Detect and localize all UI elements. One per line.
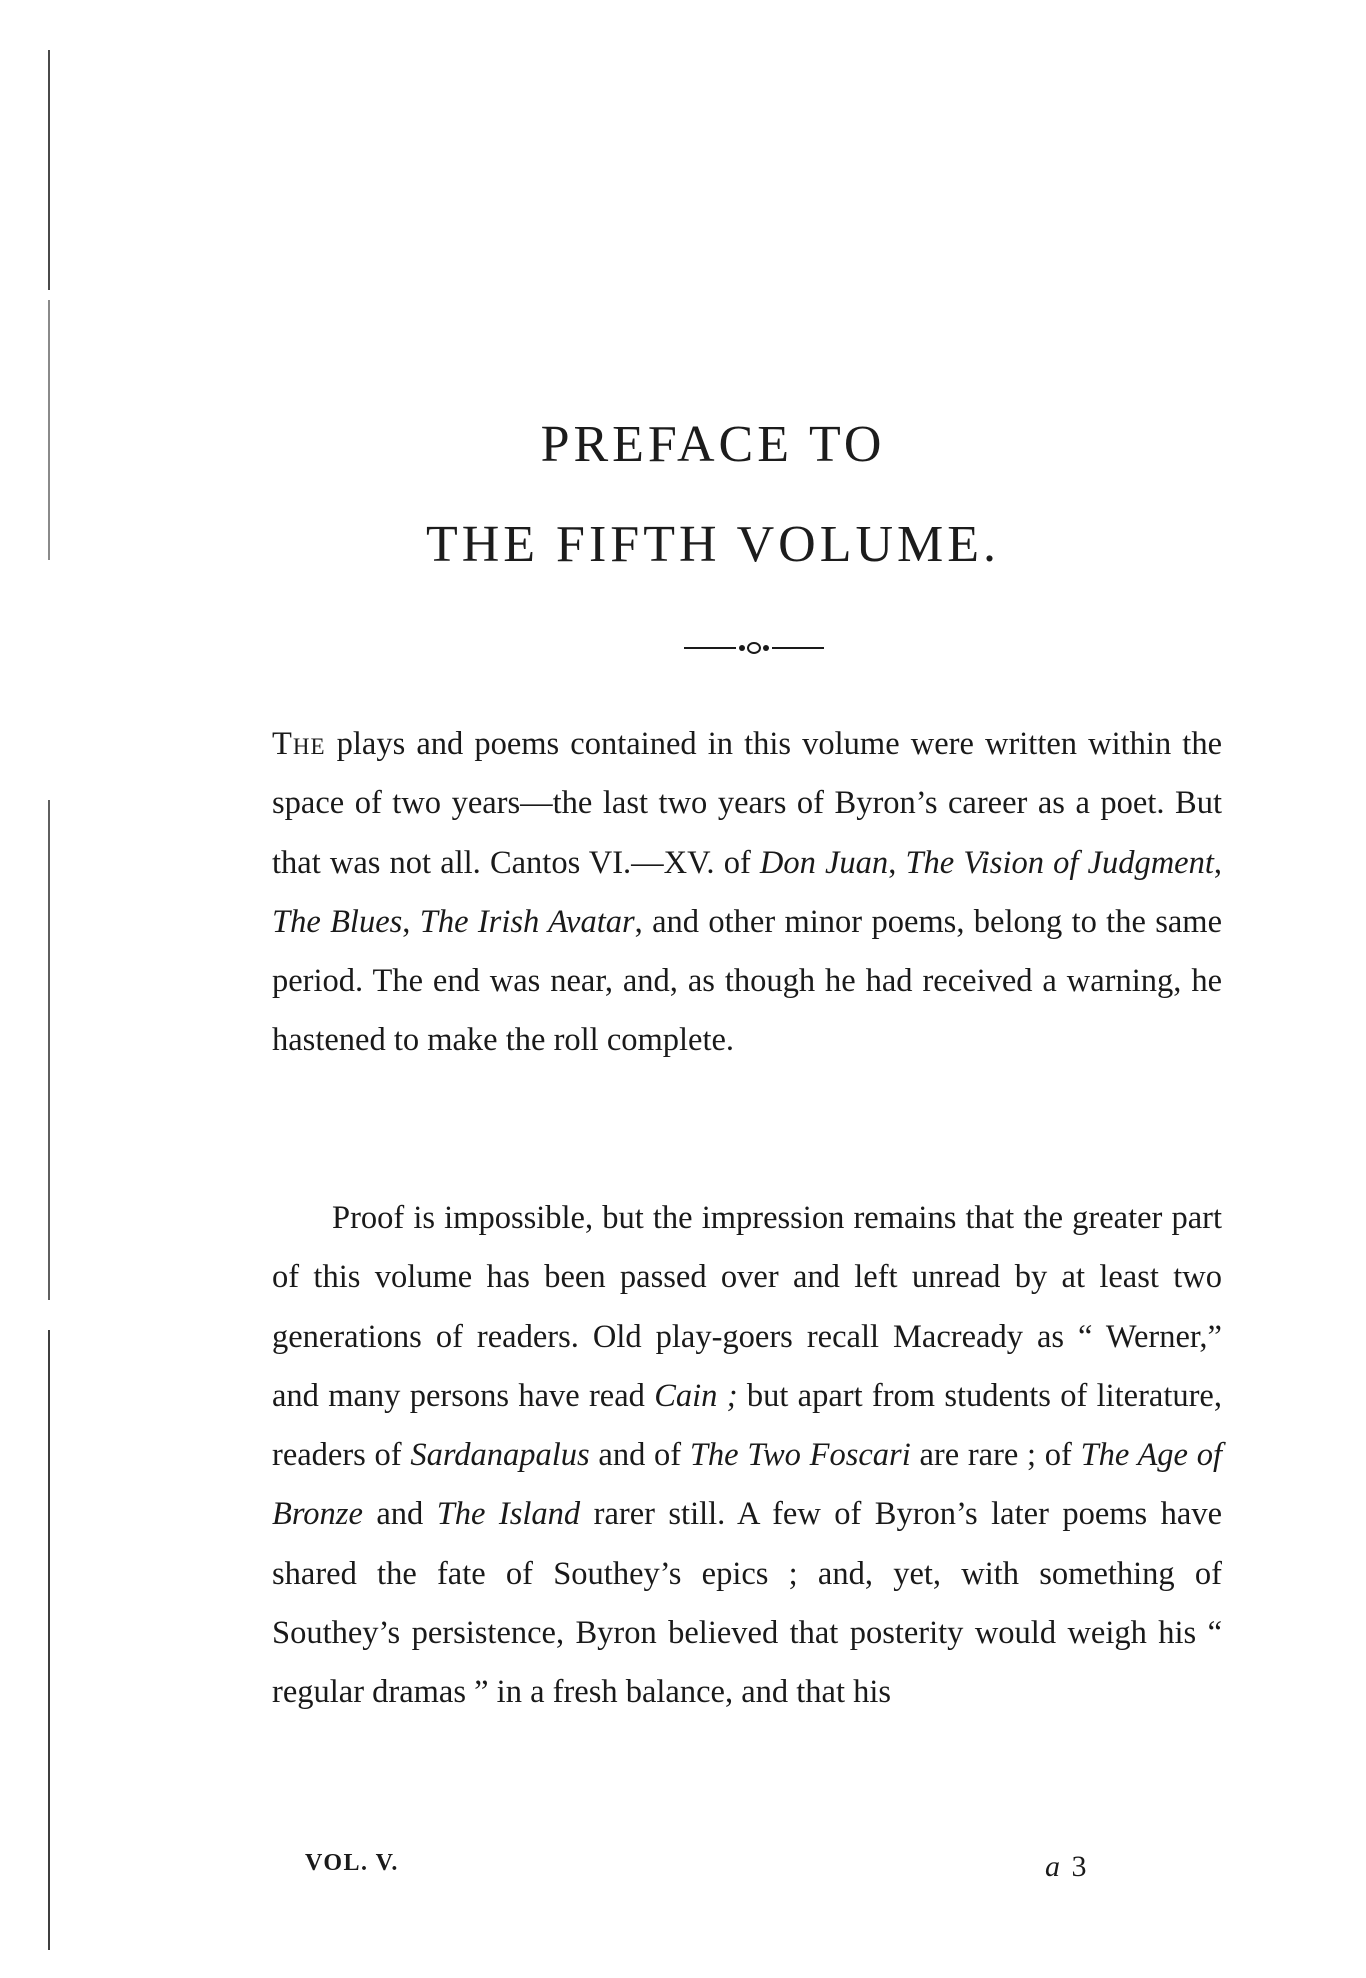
paragraph-text: plays and poems contained in this volume were written within the space of two years—the last two years of Byron’s career as a poet. But that was not all. Cantos VI.—XV. of (272, 726, 1222, 881)
work-title: The Blues (272, 903, 403, 940)
work-title: Sardanapalus (410, 1437, 590, 1474)
work-title: The Two Foscari (689, 1437, 911, 1474)
folio-letter: a (1045, 1850, 1062, 1883)
work-title: Cain ; (654, 1377, 738, 1414)
work-title: The Age of Bronze (272, 1437, 1222, 1533)
work-title: The Island (436, 1496, 581, 1533)
title-line-2: THE FIFTH VOLUME. (425, 516, 1001, 573)
paragraph-text: Proof is impossible, but the impression remains that the greater part of this volume has been passed over and left unread by at least two generations of readers. Old play-goers recall Macready as “ Werner,” and many persons have read (272, 1200, 1222, 1414)
paragraph-text: and of (589, 1437, 690, 1474)
paragraph-text: , (402, 903, 420, 940)
title-line-1: PREFACE TO (540, 416, 886, 473)
binding-edge-mark (48, 800, 50, 1300)
paragraph-2 (272, 1189, 1222, 1723)
ornament-divider-icon (684, 640, 824, 656)
paragraph-text: , (1213, 844, 1222, 881)
paragraph-1 (272, 715, 1222, 1071)
work-title: Don Juan (759, 844, 889, 881)
folio-number: 3 (1071, 1850, 1088, 1883)
paragraph-text: , (888, 844, 906, 881)
work-title: The Irish Avatar (419, 903, 635, 940)
folio-mark (1045, 1850, 1088, 1884)
paragraph-lead-word: The (272, 726, 326, 762)
paragraph-text: , and other minor poems, belong to the same period. The end was near, and, as though he had received a warning, he hastened to make the roll complete. (272, 903, 1223, 1059)
paragraph-text: rarer still. A few of Byron’s later poems have shared the fate of Southey’s epics ; and, yet, with something of Southey’s persistence, Byron believed that posterity would weigh his “ regular dramas ” in a fresh balance, and that his (272, 1496, 1222, 1711)
work-title: The Vision of Judgment (905, 844, 1214, 881)
paragraph-text: but apart from students of literature, readers of (272, 1377, 1222, 1474)
binding-edge-mark (48, 1330, 50, 1950)
volume-signature: VOL. V. (305, 1850, 399, 1876)
binding-edge-mark (48, 50, 50, 290)
paragraph-text: are rare ; of (910, 1437, 1081, 1474)
paragraph-text: and (362, 1496, 437, 1533)
